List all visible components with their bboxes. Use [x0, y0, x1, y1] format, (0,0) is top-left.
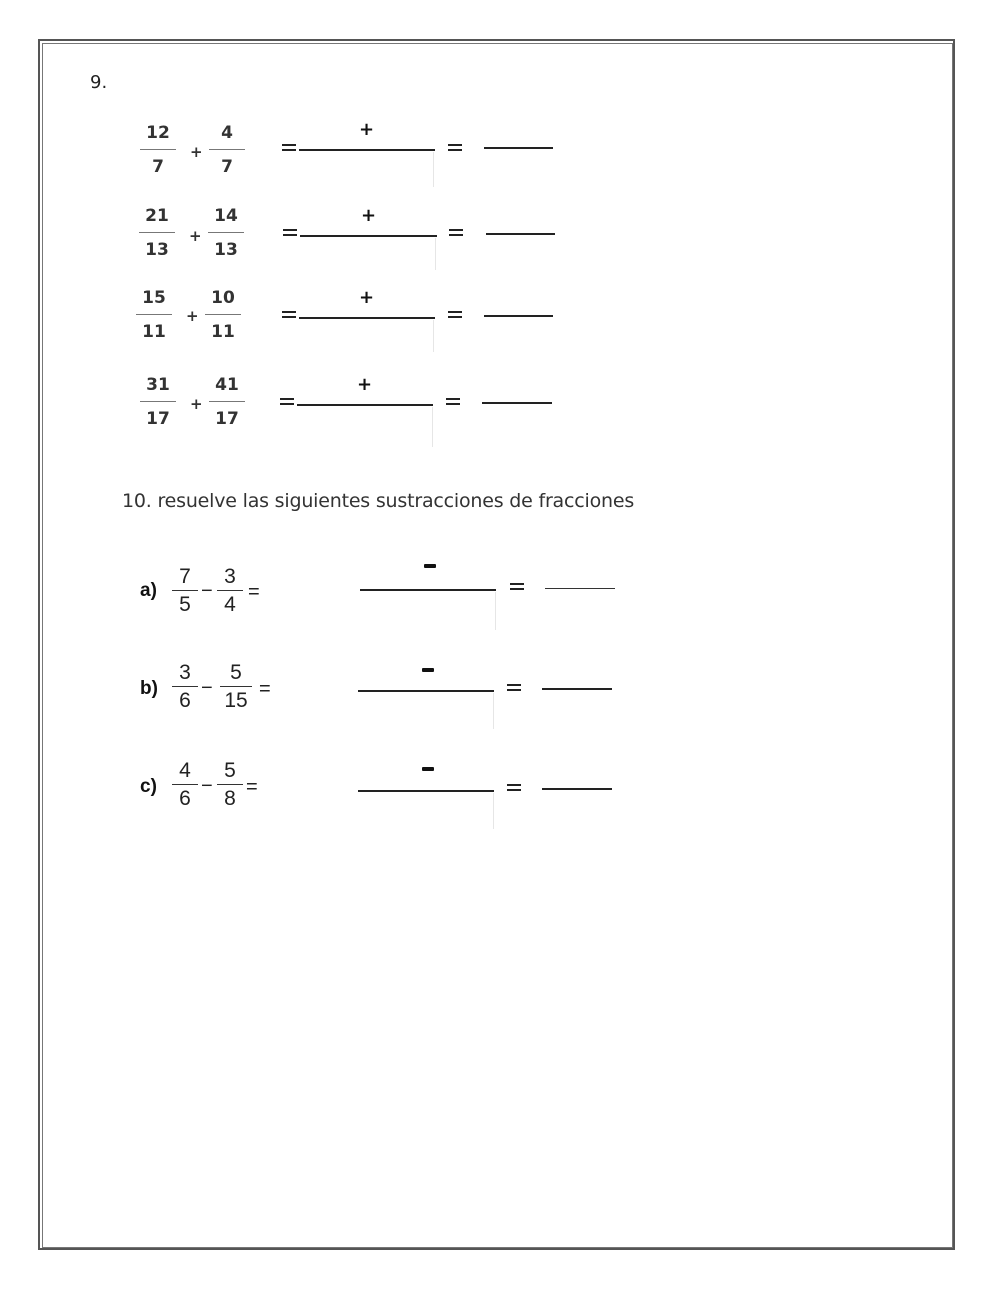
fraction-bar — [208, 232, 244, 233]
fraction-1 — [170, 565, 200, 617]
result-answer-line[interactable] — [542, 688, 612, 690]
numerator: 5 — [224, 759, 236, 782]
fraction-1 — [170, 759, 200, 811]
denominator: 15 — [224, 689, 248, 712]
blank-minus-sign — [422, 668, 434, 672]
equals-sign — [446, 398, 460, 406]
fraction-1 — [140, 374, 176, 430]
fraction-bar — [209, 401, 245, 402]
numerator: 31 — [146, 375, 170, 395]
guide-mark — [435, 238, 436, 270]
sum-answer-line[interactable] — [299, 317, 435, 319]
minus-sign: − — [201, 580, 213, 602]
fraction-1 — [170, 661, 200, 713]
fraction-bar — [140, 149, 176, 150]
equals-sign-bold — [507, 784, 521, 792]
blank-plus-sign: + — [359, 119, 375, 140]
numerator: 15 — [142, 288, 166, 308]
plus-sign: + — [190, 143, 203, 161]
blank-plus-sign: + — [359, 287, 375, 308]
guide-mark — [493, 793, 494, 829]
equals-sign — [283, 229, 297, 237]
blank-minus-sign — [424, 564, 436, 568]
denominator: 17 — [146, 409, 170, 429]
denominator: 11 — [211, 322, 235, 342]
difference-answer-line[interactable] — [358, 790, 494, 792]
fraction-bar — [139, 232, 175, 233]
fraction-bar — [205, 314, 241, 315]
fraction-2 — [209, 374, 245, 430]
numerator: 14 — [214, 206, 238, 226]
sum-answer-line[interactable] — [297, 404, 433, 406]
question-10-title: 10. resuelve las siguientes sustracciones de fracciones — [122, 490, 635, 512]
blank-plus-sign: + — [361, 205, 377, 226]
denominator: 13 — [214, 240, 238, 260]
sum-answer-line[interactable] — [300, 235, 437, 237]
equals-sign — [449, 229, 463, 237]
plus-sign: + — [189, 227, 202, 245]
item-label: b) — [140, 678, 158, 699]
fraction-bar — [140, 401, 176, 402]
plus-sign: + — [186, 307, 199, 325]
difference-answer-line[interactable] — [358, 690, 494, 692]
fraction-1 — [139, 205, 175, 261]
fraction-bar — [172, 686, 198, 687]
page-border-inner — [42, 43, 953, 1248]
fraction-bar — [136, 314, 172, 315]
guide-mark — [433, 152, 434, 187]
item-label: c) — [140, 776, 157, 797]
result-answer-line[interactable] — [486, 233, 555, 235]
fraction-2 — [209, 122, 245, 178]
numerator: 5 — [230, 661, 242, 684]
equals-sign-bold — [510, 583, 524, 591]
denominator: 11 — [142, 322, 166, 342]
fraction-bar — [172, 784, 198, 785]
guide-mark — [493, 693, 494, 729]
result-answer-line[interactable] — [545, 588, 615, 589]
fraction-bar — [217, 784, 243, 785]
fraction-2 — [218, 661, 254, 713]
fraction-2 — [208, 205, 244, 261]
result-answer-line[interactable] — [484, 147, 553, 149]
equals-sign — [448, 144, 462, 152]
difference-answer-line[interactable] — [360, 589, 496, 591]
denominator: 8 — [224, 787, 236, 810]
guide-mark — [495, 592, 496, 630]
denominator: 6 — [179, 689, 191, 712]
guide-mark — [433, 320, 434, 352]
sum-answer-line[interactable] — [299, 149, 435, 151]
fraction-bar — [172, 590, 198, 591]
guide-mark — [432, 407, 433, 447]
denominator: 13 — [145, 240, 169, 260]
fraction-2 — [215, 759, 245, 811]
result-answer-line[interactable] — [484, 315, 553, 317]
denominator: 4 — [224, 593, 236, 616]
denominator: 5 — [179, 593, 191, 616]
numerator: 3 — [224, 565, 236, 588]
denominator: 7 — [152, 157, 164, 177]
fraction-2 — [215, 565, 245, 617]
fraction-bar — [220, 686, 252, 687]
blank-plus-sign: + — [357, 374, 373, 395]
equals-sign — [280, 398, 294, 406]
equals-sign — [282, 144, 296, 152]
equals-sign — [282, 311, 296, 319]
fraction-1 — [136, 287, 172, 343]
blank-minus-sign — [422, 767, 434, 771]
plus-sign: + — [190, 395, 203, 413]
minus-sign: − — [201, 775, 213, 797]
question-9-number: 9. — [90, 72, 108, 93]
equals-sign: = — [259, 678, 271, 700]
denominator: 7 — [221, 157, 233, 177]
numerator: 4 — [179, 759, 191, 782]
numerator: 7 — [179, 565, 191, 588]
equals-sign: = — [246, 776, 258, 798]
minus-sign: − — [201, 677, 213, 699]
denominator: 17 — [215, 409, 239, 429]
numerator: 12 — [146, 123, 170, 143]
equals-sign-bold — [507, 684, 521, 692]
equals-sign: = — [248, 581, 260, 603]
result-answer-line[interactable] — [542, 788, 612, 790]
item-label: a) — [140, 580, 157, 601]
fraction-bar — [217, 590, 243, 591]
numerator: 41 — [215, 375, 239, 395]
numerator: 10 — [211, 288, 235, 308]
fraction-2 — [205, 287, 241, 343]
fraction-bar — [209, 149, 245, 150]
numerator: 3 — [179, 661, 191, 684]
result-answer-line[interactable] — [482, 402, 552, 404]
numerator: 4 — [221, 123, 233, 143]
denominator: 6 — [179, 787, 191, 810]
equals-sign — [448, 311, 462, 319]
fraction-1 — [140, 122, 176, 178]
numerator: 21 — [145, 206, 169, 226]
